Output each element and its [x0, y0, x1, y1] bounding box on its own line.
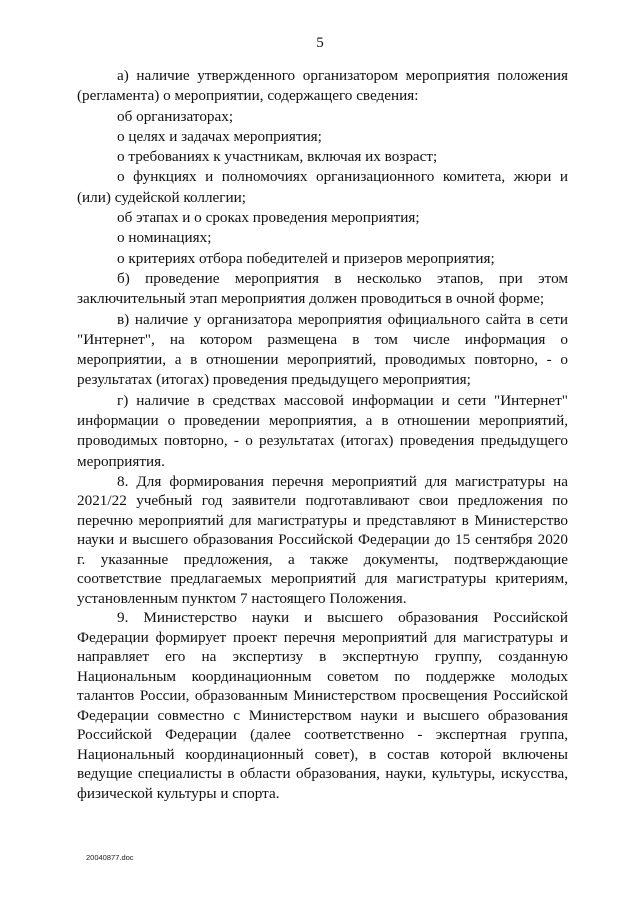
paragraph-g: г) наличие в средствах массовой информации и сети "Интернет" информации о проведении мероприятия, а в отношении мероприятий, проводимых повторно, - о результатах (итогах) проведения предыдущего мероприятия. — [77, 391, 568, 470]
section-8: 8. Для формирования перечня мероприятий для магистратуры на 2021/22 учебный год заявители подготавливают свои предложения по перечню мероприятий для магистратуры и представляют в Министерство науки и высшего образования Российской Федерации до 15 сентября 2020 г. указанные предложения, а также документы, подтверждающие соответствие предлагаемых мероприятий для магистратуры критериям, установленным пунктом 7 настоящего Положения. — [77, 472, 568, 607]
paragraph-v: в) наличие у организатора мероприятия официального сайта в сети "Интернет", на котором размещена в том числе информация о мероприятии, а в отношении мероприятий, проводимых повторно, - о результатах (итогах) проведения предыдущего мероприятия; — [77, 310, 568, 389]
section-9: 9. Министерство науки и высшего образования Российской Федерации формирует проект перечня мероприятий для магистратуры и направляет его на экспертизу в экспертную группу, созданную Национальным координационным советом по поддержке молодых талантов России, образованным Министерством просвещения Российской Федерации совместно с Министерством науки и высшего образования Российской Федерации (далее соответственно - экспертная группа, Национальный координационный совет), в состав которой включены ведущие специалисты в области образования, науки, культуры, искусства, физической культуры и спорта. — [77, 609, 568, 802]
list-item-goals: о целях и задачах мероприятия; — [117, 127, 322, 145]
list-item-criteria: о критериях отбора победителей и призеров мероприятия; — [117, 249, 495, 267]
list-item-committee: о функциях и полномочиях организационного комитета, жюри и (или) судейской коллегии; — [77, 168, 568, 206]
list-item-requirements: о требованиях к участникам, включая их возраст; — [117, 148, 438, 166]
list-item-stages: об этапах и о сроках проведения мероприятия; — [117, 209, 420, 227]
list-item-organizers: об организаторах; — [117, 107, 234, 125]
footer-filename: 20040877.doc — [86, 853, 134, 862]
list-item-nominations: о номинациях; — [117, 229, 212, 247]
paragraph-a: а) наличие утвержденного организатором мероприятия положения (регламента) о мероприятии, содержащего сведения: — [77, 67, 568, 105]
paragraph-b: б) проведение мероприятия в несколько этапов, при этом заключительный этап мероприятия должен проводиться в очной форме; — [77, 269, 568, 308]
page-number: 5 — [316, 35, 324, 51]
document-body — [77, 66, 568, 803]
